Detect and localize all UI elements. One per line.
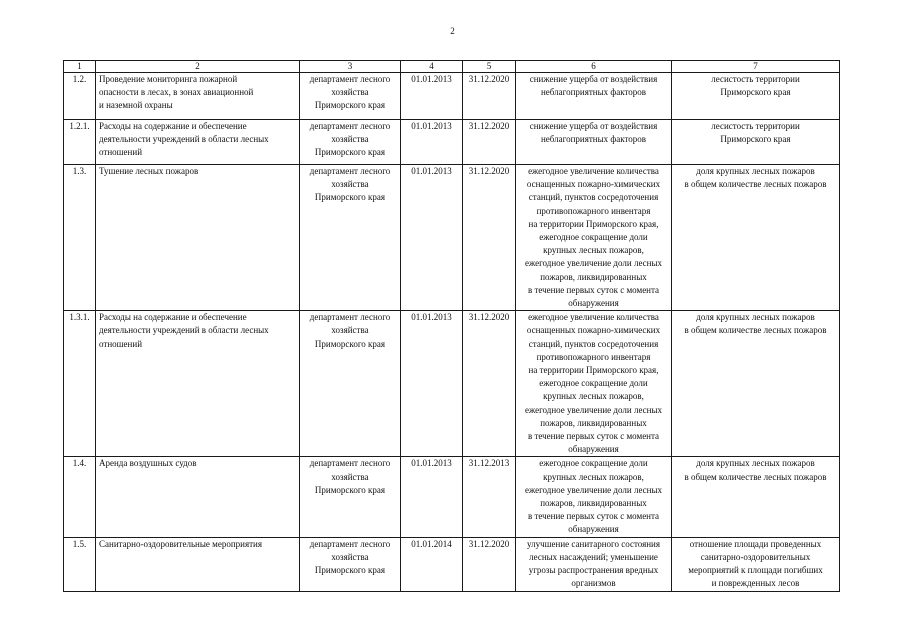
executor <box>300 311 401 457</box>
end-date: 31.12.2020 <box>463 311 516 457</box>
expected-result-line: оснащенных пожарно-химических <box>526 179 661 190</box>
header-cell: 5 <box>463 61 516 73</box>
expected-result-line: оснащенных пожарно-химических <box>526 325 661 336</box>
executor-line: Приморского края <box>314 484 386 495</box>
measure-name-line: Аренда воздушных судов <box>99 458 197 469</box>
indicator <box>672 73 840 120</box>
expected-result-line: ежегодное увеличение доли лесных <box>524 258 663 269</box>
row-number: 1.3.1. <box>64 311 96 457</box>
end-date: 31.12.2020 <box>463 120 516 165</box>
executor <box>300 165 401 311</box>
executor-line: хозяйства <box>331 179 369 190</box>
executor <box>300 457 401 537</box>
indicator-line: Приморского края <box>720 134 791 145</box>
executor-line: Приморского края <box>314 338 386 349</box>
table-row <box>64 457 840 537</box>
expected-result-line: станций, пунктов сосредоточения <box>528 192 659 203</box>
indicator-line: и поврежденных лесов <box>711 578 800 589</box>
executor-line: Приморского края <box>314 147 386 158</box>
indicator <box>672 311 840 457</box>
expected-result-line: обнаружения <box>568 298 619 309</box>
header-cell: 7 <box>672 61 840 73</box>
executor-line: хозяйства <box>331 551 369 562</box>
expected-result-line: крупных лесных пожаров, <box>543 471 644 482</box>
expected-result <box>516 537 672 591</box>
executor-line: департамент лесного <box>309 74 391 84</box>
measure-name-line: деятельности учреждений в области лесных <box>99 134 269 145</box>
start-date: 01.01.2013 <box>401 165 463 311</box>
executor-line: департамент лесного <box>309 312 391 323</box>
expected-result <box>516 120 672 165</box>
row-number: 1.2.1. <box>64 120 96 165</box>
start-date: 01.01.2013 <box>401 457 463 537</box>
expected-result-line: на территории Приморского края, <box>528 218 659 229</box>
indicator-line: мероприятий к площади погибших <box>688 565 823 576</box>
end-date: 31.12.2013 <box>463 457 516 537</box>
row-number: 1.3. <box>64 165 96 311</box>
header-cell: 4 <box>401 61 463 73</box>
expected-result-line: противопожарного инвентаря <box>536 351 651 362</box>
expected-result-line: противопожарного инвентаря <box>536 205 651 216</box>
executor-line: Приморского края <box>314 192 386 203</box>
expected-result <box>516 73 672 120</box>
indicator-line: отношение площади проведенных <box>689 538 822 549</box>
measure-name <box>96 73 300 120</box>
executor-line: Приморского края <box>314 100 386 111</box>
expected-result-line: в течение первых суток с момента <box>527 431 660 442</box>
executor-line: хозяйства <box>331 471 369 482</box>
expected-result-line: ежегодное увеличение доли лесных <box>524 404 663 415</box>
executor-line: хозяйства <box>331 87 369 98</box>
header-cell: 2 <box>96 61 300 73</box>
indicator-line: доля крупных лесных пожаров <box>696 458 815 469</box>
measure-name <box>96 457 300 537</box>
expected-result-line: пожаров, ликвидированных <box>540 271 647 282</box>
measure-name-line: Санитарно-оздоровительные мероприятия <box>99 538 263 549</box>
executor-line: хозяйства <box>331 325 369 336</box>
row-number: 1.4. <box>64 457 96 537</box>
expected-result-line: обнаружения <box>568 444 619 455</box>
expected-result-line: снижение ущерба от воздействия <box>529 74 658 84</box>
expected-result-line: в течение первых суток с момента <box>527 511 660 522</box>
expected-result-line: на территории Приморского края, <box>528 365 659 376</box>
expected-result-line: организмов <box>571 578 616 589</box>
indicator-line: доля крупных лесных пожаров <box>696 166 815 176</box>
measure-name <box>96 311 300 457</box>
executor-line: Приморского края <box>314 565 386 576</box>
expected-result-line: улучшение санитарного состояния <box>527 538 660 549</box>
indicator <box>672 165 840 311</box>
indicator-line: в общем количестве лесных пожаров <box>684 471 827 482</box>
table-row <box>64 73 840 120</box>
expected-result-line: пожаров, ликвидированных <box>540 417 647 428</box>
indicator-line: лесистость территории <box>711 74 800 84</box>
measure-name <box>96 165 300 311</box>
end-date: 31.12.2020 <box>463 165 516 311</box>
indicator-line: в общем количестве лесных пожаров <box>684 179 827 190</box>
executor-line: департамент лесного <box>309 166 391 176</box>
expected-result-line: пожаров, ликвидированных <box>540 498 647 509</box>
header-cell: 6 <box>516 61 672 73</box>
start-date: 01.01.2013 <box>401 311 463 457</box>
measure-name-line: деятельности учреждений в области лесных <box>99 325 269 336</box>
expected-result-line: крупных лесных пожаров, <box>543 391 644 402</box>
end-date: 31.12.2020 <box>463 73 516 120</box>
expected-result-line: ежегодное увеличение доли лесных <box>524 484 663 495</box>
indicator <box>672 120 840 165</box>
executor <box>300 120 401 165</box>
indicator-line: Приморского края <box>720 87 791 98</box>
expected-result-line: ежегодное сокращение доли <box>539 458 648 469</box>
expected-result-line: лесных насаждений; уменьшение <box>529 551 658 562</box>
executor-line: хозяйства <box>331 134 369 145</box>
executor-line: департамент лесного <box>309 121 391 131</box>
measure-name-line: Проведение мониторинга пожарной <box>99 74 238 84</box>
expected-result-line: ежегодное увеличение количества <box>528 312 659 323</box>
row-number: 1.5. <box>64 537 96 591</box>
measure-name-line: Расходы на содержание и обеспечение <box>99 121 247 131</box>
table-row <box>64 120 840 165</box>
page-number: 2 <box>450 26 455 36</box>
indicator-line: доля крупных лесных пожаров <box>696 312 815 323</box>
measure-name-line: отношений <box>99 147 143 158</box>
measure-name-line: отношений <box>99 338 143 349</box>
indicator-line: санитарно-оздоровительных <box>700 551 811 562</box>
expected-result <box>516 165 672 311</box>
start-date: 01.01.2014 <box>401 537 463 591</box>
measure-name-line: Тушение лесных пожаров <box>99 166 199 176</box>
expected-result-line: обнаружения <box>568 524 619 535</box>
indicator <box>672 457 840 537</box>
measure-name <box>96 120 300 165</box>
expected-result-line: ежегодное увеличение количества <box>528 166 659 176</box>
expected-result-line: в течение первых суток с момента <box>527 284 660 295</box>
table-row <box>64 537 840 591</box>
indicator-line: лесистость территории <box>711 121 800 131</box>
expected-result-line: ежегодное сокращение доли <box>539 378 648 389</box>
executor-line: департамент лесного <box>309 458 391 469</box>
expected-result-line: неблагоприятных факторов <box>540 134 647 145</box>
expected-result-line: угрозы распространения вредных <box>528 565 659 576</box>
measure-name-line: и наземной охраны <box>99 100 173 111</box>
expected-result-line: снижение ущерба от воздействия <box>529 121 658 131</box>
measure-name-line: Расходы на содержание и обеспечение <box>99 312 247 323</box>
expected-result-line: неблагоприятных факторов <box>540 87 647 98</box>
expected-result-line: станций, пунктов сосредоточения <box>528 338 659 349</box>
executor <box>300 537 401 591</box>
table-row <box>64 311 840 457</box>
row-number: 1.2. <box>64 73 96 120</box>
indicator-line: в общем количестве лесных пожаров <box>684 325 827 336</box>
expected-result <box>516 311 672 457</box>
start-date: 01.01.2013 <box>401 120 463 165</box>
measure-name-line: опасности в лесах, в зонах авиационной <box>99 87 254 98</box>
indicator <box>672 537 840 591</box>
expected-result <box>516 457 672 537</box>
expected-result-line: крупных лесных пожаров, <box>543 245 644 256</box>
table-header-row <box>64 61 840 73</box>
expected-result-line: ежегодное сокращение доли <box>539 232 648 243</box>
end-date: 31.12.2020 <box>463 537 516 591</box>
executor-line: департамент лесного <box>309 538 391 549</box>
measures-table <box>63 60 840 592</box>
executor <box>300 73 401 120</box>
measure-name <box>96 537 300 591</box>
header-cell: 1 <box>64 61 96 73</box>
table-row <box>64 165 840 311</box>
start-date: 01.01.2013 <box>401 73 463 120</box>
header-cell: 3 <box>300 61 401 73</box>
